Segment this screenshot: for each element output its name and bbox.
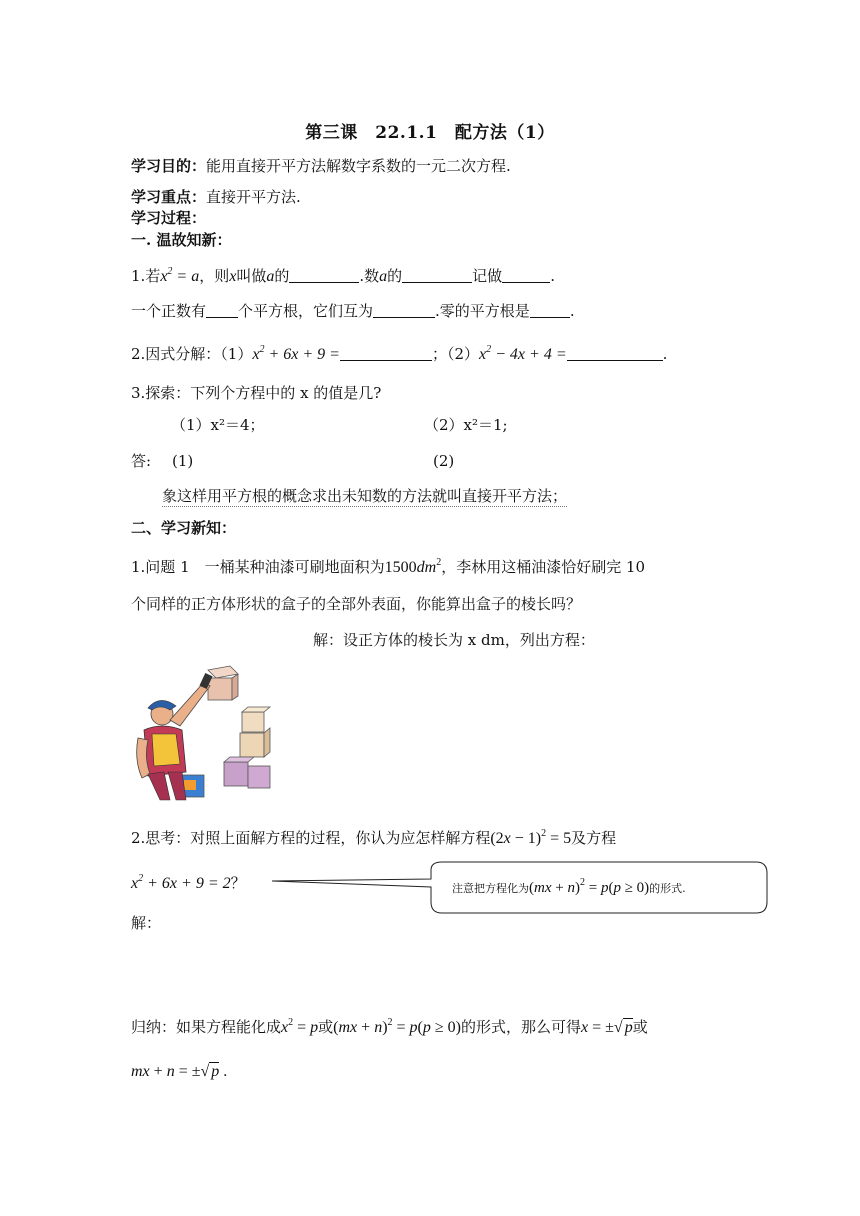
- summary-text-3: 的形式，那么可得: [460, 1018, 581, 1036]
- summary-text-2: 或: [318, 1018, 334, 1036]
- problem1-text-1: 1.问题 1 一桶某种油漆可刷地面积为: [131, 558, 385, 576]
- callout-eq: (mx + n)$^2$ = p(p ≥ 0): [529, 877, 650, 896]
- definition-text: 象这样用平方根的概念求出未知数的方法就叫直接开平方法；: [162, 487, 568, 505]
- new-heading: 二、学习新知：: [131, 519, 237, 537]
- problem1-area: $1500dm^2$: [384, 557, 442, 576]
- answer-a: (1): [172, 452, 194, 470]
- think-eq-2: $x^2 + 6x + 9 = 2$: [131, 873, 231, 892]
- think-text-2: 及方程: [571, 829, 617, 847]
- q1-text-7: 记做: [472, 267, 503, 285]
- objective-label: 学习目的：: [131, 157, 207, 175]
- q1-var-a: a: [266, 268, 275, 285]
- problem1-line2: 个同样的正方体形状的盒子的全部外表面，你能算出盒子的棱长吗？: [131, 595, 582, 613]
- q1b-text-4: .: [569, 302, 575, 320]
- q1-text-1: 1.若: [131, 267, 161, 285]
- callout-note: [452, 877, 686, 897]
- q2-text-1: 2.因式分解：（1）: [131, 345, 253, 363]
- q1-var-x: x: [229, 268, 237, 285]
- callout-text-2: 的形式.: [649, 882, 686, 895]
- review-heading: 一. 温故知新：: [131, 231, 232, 249]
- callout-text-1: 注意把方程化为: [452, 882, 529, 895]
- objective-text: 能用直接开平方法解数字系数的一元二次方程.: [206, 157, 511, 175]
- think-eq-1: $(2x - 1)^2 = 5$: [490, 828, 572, 847]
- q1b-text-1: 一个正数有: [131, 302, 207, 320]
- summary-eq-1: $x^2 = p$: [281, 1017, 319, 1036]
- process-label: 学习过程：: [131, 209, 207, 227]
- answer-label: 答:: [131, 452, 152, 470]
- q1-text-4: 的: [274, 267, 290, 285]
- q1-text-2: ，则: [199, 267, 230, 285]
- q2-eq-1: $x^2 + 6x + 9$ =: [252, 344, 340, 363]
- q1-text-8: .: [550, 267, 555, 285]
- q1-text-5: .数: [359, 267, 380, 285]
- q3-part-a: （1）x²＝4；: [171, 416, 265, 434]
- summary-eq-3: x = ±√ p: [581, 1019, 633, 1036]
- summary-eq-4: mx + n = ±√ p .: [131, 1063, 228, 1080]
- keypoint-label: 学习重点：: [131, 188, 207, 206]
- summary-text-4: 或: [632, 1018, 648, 1036]
- problem1-solution: 解：设正方体的棱长为 x dm，列出方程：: [313, 631, 595, 649]
- summary-line2: [131, 1061, 227, 1082]
- problem1-text-2: ，李林用这桶油漆恰好刷完 10: [441, 558, 646, 576]
- summary-eq-2: (mx + n)$^2$ = p(p ≥ 0): [333, 1017, 461, 1036]
- q2-eq-2: $x^2 - 4x + 4$ =: [479, 344, 567, 363]
- q1-eq: $x^2 = a$: [160, 266, 200, 285]
- think-text-1: 2.思考：对照上面解方程的过程，你认为应怎样解方程: [131, 829, 491, 847]
- page-title: 第三课 22.1.1 配方法（1）: [305, 123, 555, 143]
- review-q3: 3.探索：下列个方程中的 x 的值是几?: [131, 384, 382, 402]
- q1-text-6: 的: [387, 267, 403, 285]
- solve-label: 解：: [131, 914, 162, 932]
- summary-text-1: 归纳：如果方程能化成: [131, 1018, 282, 1036]
- think-text-3: ？: [230, 874, 246, 892]
- q1b-text-3: .零的平方根是: [435, 302, 530, 320]
- q3-part-b: （2）x²＝1;: [424, 416, 508, 434]
- q2-text-2: ；（2）: [431, 345, 480, 363]
- keypoint-text: 直接开平方法.: [206, 188, 301, 206]
- q2-text-3: .: [662, 345, 668, 363]
- q1-text-3: 叫做: [236, 267, 267, 285]
- answer-b: (2): [433, 452, 455, 470]
- summary-line1: [131, 1017, 648, 1038]
- q1b-text-2: 个平方根，它们互为: [238, 302, 374, 320]
- q1-var-a2: a: [379, 268, 388, 285]
